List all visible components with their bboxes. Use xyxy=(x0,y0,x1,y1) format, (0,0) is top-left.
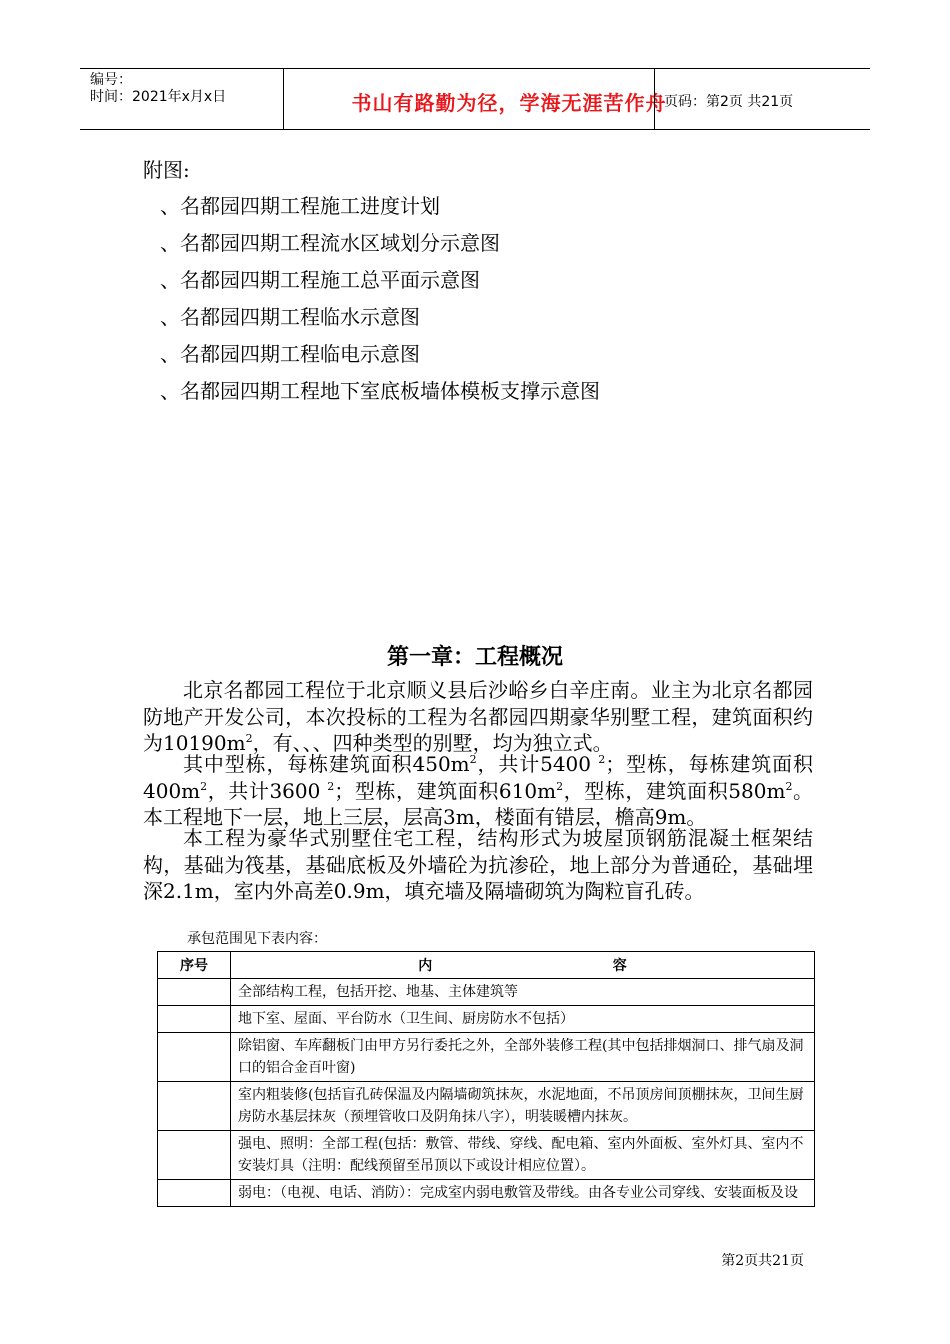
attachment-item: 、名都园四期工程施工进度计划 xyxy=(160,194,440,218)
table-row xyxy=(158,1180,815,1207)
paragraph-overview xyxy=(143,677,813,757)
cell-no xyxy=(158,1131,231,1180)
superscript: 2 xyxy=(469,753,477,766)
superscript: 2 xyxy=(785,779,793,793)
attachment-item: 、名都园四期工程临水示意图 xyxy=(160,305,420,329)
header-divider xyxy=(654,69,655,129)
table-row xyxy=(158,979,815,1006)
cell-no xyxy=(158,979,231,1006)
table-caption: 承包范围见下表内容： xyxy=(187,931,327,947)
chapter-title: 第一章：工程概况 xyxy=(386,645,563,670)
text-run: 本工程为豪华式别墅住宅工程，结构形式为坡屋顶钢筋混凝土框架结构，基础为筏基，基础底板及外墙砼为抗渗砼，地上部分为普通砼，基础埋深2.1m，室内外高差0.9m，填充墙及隔墙砌筑为陶粒盲孔砖。 xyxy=(143,826,813,903)
superscript: 2 xyxy=(598,753,606,766)
attachment-item: 、名都园四期工程施工总平面示意图 xyxy=(160,268,480,292)
cell-content: 强电、照明：全部工程(包括：敷管、带线、穿线、配电箱、室内外面板、室外灯具、室内不安装灯具（注明：配线预留至吊顶以下或设计相应位置）。 xyxy=(231,1131,815,1180)
header-text: 容 xyxy=(612,958,627,974)
superscript: 2 xyxy=(245,732,253,745)
text-run: ；型栋，建筑面积610m xyxy=(334,778,557,803)
text-run: 。本工程地下一层，地上三层，层高3m，楼面有错层，檐高9m。 xyxy=(143,778,814,829)
header-text: 内 xyxy=(418,958,433,974)
text-run: ；型栋，每栋建筑面积400m xyxy=(143,752,813,803)
header-cell-content xyxy=(231,952,815,979)
cell-content: 全部结构工程，包括开挖、地基、主体建筑等 xyxy=(231,979,815,1006)
cell-no xyxy=(158,1033,231,1082)
cell-content: 除铝窗、车库翻板门由甲方另行委托之外，全部外装修工程(其中包括排烟洞口、排气扇及洞口的铝合金百叶窗) xyxy=(231,1033,815,1082)
cell-content: 室内粗装修(包括盲孔砖保温及内隔墙砌筑抹灰，水泥地面，不吊顶房间顶棚抹灰，卫间生厨房防水基层抹灰（预埋管收口及阴角抹八字），明装暖槽内抹灰。 xyxy=(231,1082,815,1131)
header-meta xyxy=(90,72,280,106)
attachment-item: 、名都园四期工程临电示意图 xyxy=(160,342,420,366)
paragraph-building-types xyxy=(143,751,813,831)
attachments-title: 附图: xyxy=(143,158,190,182)
cell-no xyxy=(158,1006,231,1033)
superscript: 2 xyxy=(556,779,564,793)
table-row xyxy=(158,1033,815,1082)
text-run: ，型栋，建筑面积580m xyxy=(563,778,786,803)
text-run: 其中型栋，每栋建筑面积450m xyxy=(183,752,470,776)
attachment-item: 、名都园四期工程流水区域划分示意图 xyxy=(160,231,500,255)
superscript: 2 xyxy=(200,779,208,793)
superscript: 2 xyxy=(327,779,335,793)
cell-no xyxy=(158,1180,231,1207)
cell-content: 地下室、屋面、平台防水（卫生间、厨房防水不包括） xyxy=(231,1006,815,1033)
scope-table xyxy=(157,951,815,1207)
cell-no xyxy=(158,1082,231,1131)
header-page-number: 页码：第2页 共21页 xyxy=(664,94,794,110)
paragraph-structure xyxy=(143,825,813,905)
header-cell-no: 序号 xyxy=(158,952,231,979)
text-run: ，共计5400 xyxy=(476,752,599,776)
text-run: ，共计3600 xyxy=(207,778,328,803)
text-run: ，有、、、四种类型的别墅，均为独立式。 xyxy=(252,731,613,755)
table-row xyxy=(158,1082,815,1131)
table-header-row xyxy=(158,952,815,979)
attachments-list xyxy=(160,188,600,410)
table-row xyxy=(158,1006,815,1033)
header-time: 时间：2021年x月x日 xyxy=(90,89,227,105)
table-row xyxy=(158,1131,815,1180)
text-run: 北京名都园工程位于北京顺义县后沙峪乡白辛庄南。业主为北京名都园防地产开发公司，本次投标的工程为名都园四期豪华别墅工程，建筑面积约为10190m xyxy=(143,678,813,755)
cell-content: 弱电：（电视、电话、消防）：完成室内弱电敷管及带线。由各专业公司穿线、安装面板及设 xyxy=(231,1180,815,1207)
page-footer: 第2页共21页 xyxy=(721,1253,804,1269)
page-header xyxy=(80,68,870,130)
header-number: 编号： xyxy=(90,72,132,88)
attachment-item: 、名都园四期工程地下室底板墙体模板支撑示意图 xyxy=(160,379,600,403)
header-motto: 书山有路勤为径，学海无涯苦作舟 xyxy=(351,91,667,115)
